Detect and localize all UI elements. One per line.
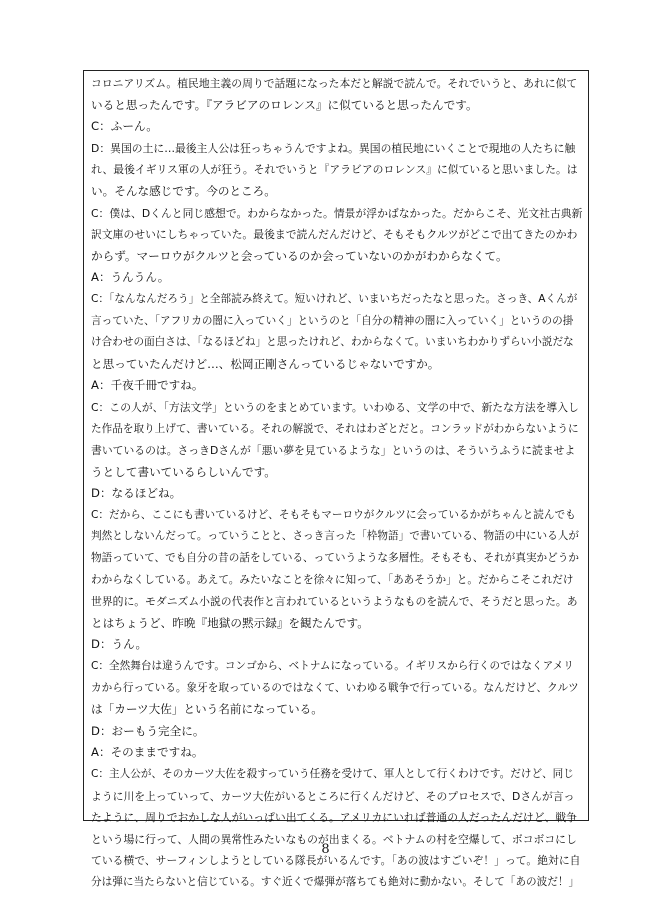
transcript-line: ように川を上っていって、カーツ大佐がいるところに行くんだけど、そのプロセスで、Dさんが言っ xyxy=(91,789,575,803)
transcript-line: 訳文庫のせいにしちゃっていた。最後まで読んだんだけど、そもそもクルツがどこで出てきたのかわ xyxy=(91,228,578,242)
transcript-line: D：うん。 xyxy=(91,637,148,652)
transcript-text-box xyxy=(83,70,589,888)
page-number: 8 xyxy=(321,842,330,857)
transcript-line: A：そのままですね。 xyxy=(91,745,204,760)
transcript-line: C：「なんなんだろう」と全部読み終えて。短いけれど、いまいちだったなと思った。さっき、Aくんが xyxy=(91,292,578,305)
transcript-line: カから行っている。象牙を取っているのではなくて、いわゆる戦争で行っている。なんだけど、クルツ xyxy=(91,681,579,694)
transcript-line: ている横で、サーフィンしようとしている隊長がいるんです。「あの波はすごいぞ！」って。絶対に自 xyxy=(91,854,581,868)
transcript-line: 分は弾に当たらないと信じている。すぐ近くで爆弾が落ちても絶対に動かない。そして「あの波だ！」 xyxy=(91,875,580,888)
transcript-line: D：なるほどね。 xyxy=(91,486,182,501)
transcript-line: は「カーツ大佐」という名前になっている。 xyxy=(91,702,323,717)
transcript-line: C：ふーん。 xyxy=(91,119,158,134)
transcript-line: C：全然舞台は違うんです。コンゴから、ベトナムになっている。イギリスから行くのではなくアメリ xyxy=(91,660,574,673)
transcript-line: わからなくしている。あえて。みたいなことを徐々に知って、「ああそうか」と。だからこそこれだけ xyxy=(91,573,574,586)
transcript-line: たように、周りでおかしな人がいっぱい出てくる。アメリカにいれば普通の人だったんだけど、戦争 xyxy=(91,811,577,825)
transcript-line: た作品を取り上げて、書いている。それの解説で、それはわざとだと。コンラッドがわからないように xyxy=(91,422,579,435)
transcript-line: C：主人公が、そのカーツ大佐を殺すっていう任務を受けて、軍人として行くわけです。だけど、同じ xyxy=(91,768,574,780)
transcript-line: D：異国の土に…最後主人公は狂っちゃうんですよね。異国の植民地にいくことで現地の人たちに触 xyxy=(91,141,576,155)
transcript-line: C：僕は、Dくんと同じ感想で。わからなかった。情景が浮かばなかった。だからこそ、光文社古典新 xyxy=(91,206,583,220)
transcript-line: A：うんうん。 xyxy=(91,270,170,285)
transcript-line: A：千夜千冊ですね。 xyxy=(91,378,204,393)
transcript-line: 言っていた、「アフリカの闇に入っていく」というのと「自分の精神の闇に入っていく」というのの掛 xyxy=(91,314,574,327)
transcript-line: という場に行って、人間の異常性みたいなものが出まくる。ベトナムの村を空爆して、ボコボコにし xyxy=(91,832,577,846)
transcript-line: れ、最後イギリス軍の人が狂う。それでいうと『アラビアのロレンス』に似ていると思いました。は xyxy=(91,163,578,177)
transcript-line: コロニアリズム。植民地主義の周りで話題になった本だと解説で読んで。それでいうと、あれに似て xyxy=(91,77,578,90)
transcript-line: い。そんな感じです。今のところ。 xyxy=(91,183,276,198)
transcript-line: け合わせの面白さは、「なるほどね」と思ったけれど、わからなくて。いまいちわかりずらい小説だな xyxy=(91,336,574,349)
transcript-line: 判然としないんだって。っていうことと、さっき言った「枠物語」で書いている、物語の中にいる人が xyxy=(91,530,580,543)
transcript-line: 書いているのは。さっきDさんが「悪い夢を見ているような」というのは、そういうふうに読ませよ xyxy=(91,444,576,458)
transcript-line: と思っていたんだけど…、松岡正剛さんっているじゃないですか。 xyxy=(91,356,440,371)
transcript-line: C：だから、ここにも書いているけど、そもそもマーロウがクルツに会っているかがちゃんと読んでも xyxy=(91,508,576,521)
transcript-line: C：この人が、「方法文学」というのをまとめています。いわゆる、文学の中で、新たな方法を導入し xyxy=(91,400,579,414)
transcript-line: からず。マーロウがクルツと会っているのか会っていないのかがわからなくて。 xyxy=(91,248,508,263)
transcript-line: いると思ったんです。『アラビアのロレンス』に似ていると思ったんです。 xyxy=(91,97,478,112)
transcript-line: うとして書いているらしいんです。 xyxy=(91,464,276,479)
transcript-line: 世界的に。モダニズム小説の代表作と言われているというようなものを読んで、そうだと思った。あ xyxy=(91,595,578,609)
transcript-line: とはちょうど、昨晩『地獄の黙示録』を観たんです。 xyxy=(91,615,369,630)
transcript-line: 物語っていて、でも自分の昔の話をしている、っていうような多層性。そもそも、それが真実かどうか xyxy=(91,552,580,565)
transcript-line: D：おーもう完全に。 xyxy=(91,723,205,738)
